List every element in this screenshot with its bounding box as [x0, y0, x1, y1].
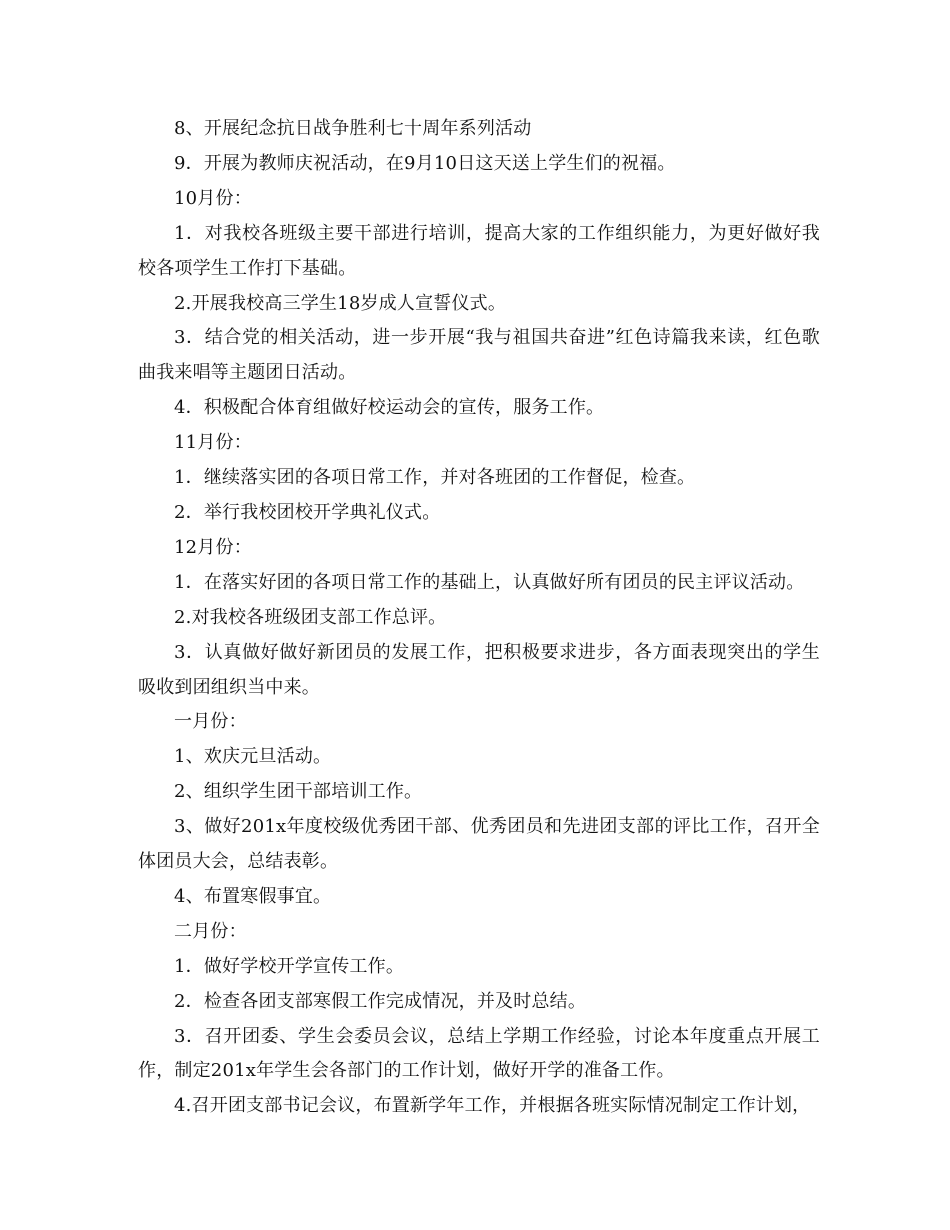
paragraph: 9．开展为教师庆祝活动，在9月10日这天送上学生们的祝福。 [174, 152, 676, 174]
paragraph: 3．召开团委、学生会委员会议，总结上学期工作经验，讨论本年度重点开展工作，制定201x年学生会各部门的工作计划，做好开学的准备工作。 [138, 1025, 820, 1082]
paragraph: 4.召开团支部书记会议，布置新学年工作，并根据各班实际情况制定工作计划， [174, 1095, 811, 1117]
section-heading-january: 一月份： [174, 711, 247, 733]
paragraph: 3．结合党的相关活动，进一步开展“我与祖国共奋进”红色诗篇我来读，红色歌曲我来唱等主题团日活动。 [138, 327, 820, 384]
paragraph: 1．在落实好团的各项日常工作的基础上，认真做好所有团员的民主评议活动。 [174, 571, 805, 593]
section-heading-february: 二月份： [174, 920, 247, 942]
paragraph: 2.开展我校高三学生18岁成人宣誓仪式。 [174, 292, 507, 314]
paragraph: 1．对我校各班级主要干部进行培训，提高大家的工作组织能力，为更好做好我校各项学生工作打下基础。 [138, 222, 820, 279]
paragraph: 3．认真做好做好新团员的发展工作，把积极要求进步，各方面表现突出的学生吸收到团组织当中来。 [138, 641, 820, 698]
paragraph: 4．积极配合体育组做好校运动会的宣传，服务工作。 [174, 397, 605, 419]
paragraph: 1．继续落实团的各项日常工作，并对各班团的工作督促，检查。 [174, 467, 696, 489]
section-heading-november: 11月份： [174, 432, 252, 454]
paragraph: 2、组织学生团干部培训工作。 [174, 781, 423, 803]
paragraph: 3、做好201x年度校级优秀团干部、优秀团员和先进团支部的评比工作，召开全体团员大会，总结表彰。 [138, 816, 820, 873]
paragraph: 2．举行我校团校开学典礼仪式。 [174, 501, 441, 523]
document-body [138, 112, 820, 1124]
paragraph: 2.对我校各班级团支部工作总评。 [174, 606, 447, 628]
paragraph: 8、开展纪念抗日战争胜利七十周年系列活动 [174, 118, 532, 139]
paragraph: 1．做好学校开学宣传工作。 [174, 955, 405, 977]
section-heading-october: 10月份： [174, 187, 252, 209]
section-heading-december: 12月份： [174, 536, 252, 558]
paragraph: 4、布置寒假事宜。 [174, 885, 332, 907]
paragraph: 2．检查各团支部寒假工作完成情况，并及时总结。 [174, 990, 587, 1012]
paragraph: 1、欢庆元旦活动。 [174, 746, 332, 768]
